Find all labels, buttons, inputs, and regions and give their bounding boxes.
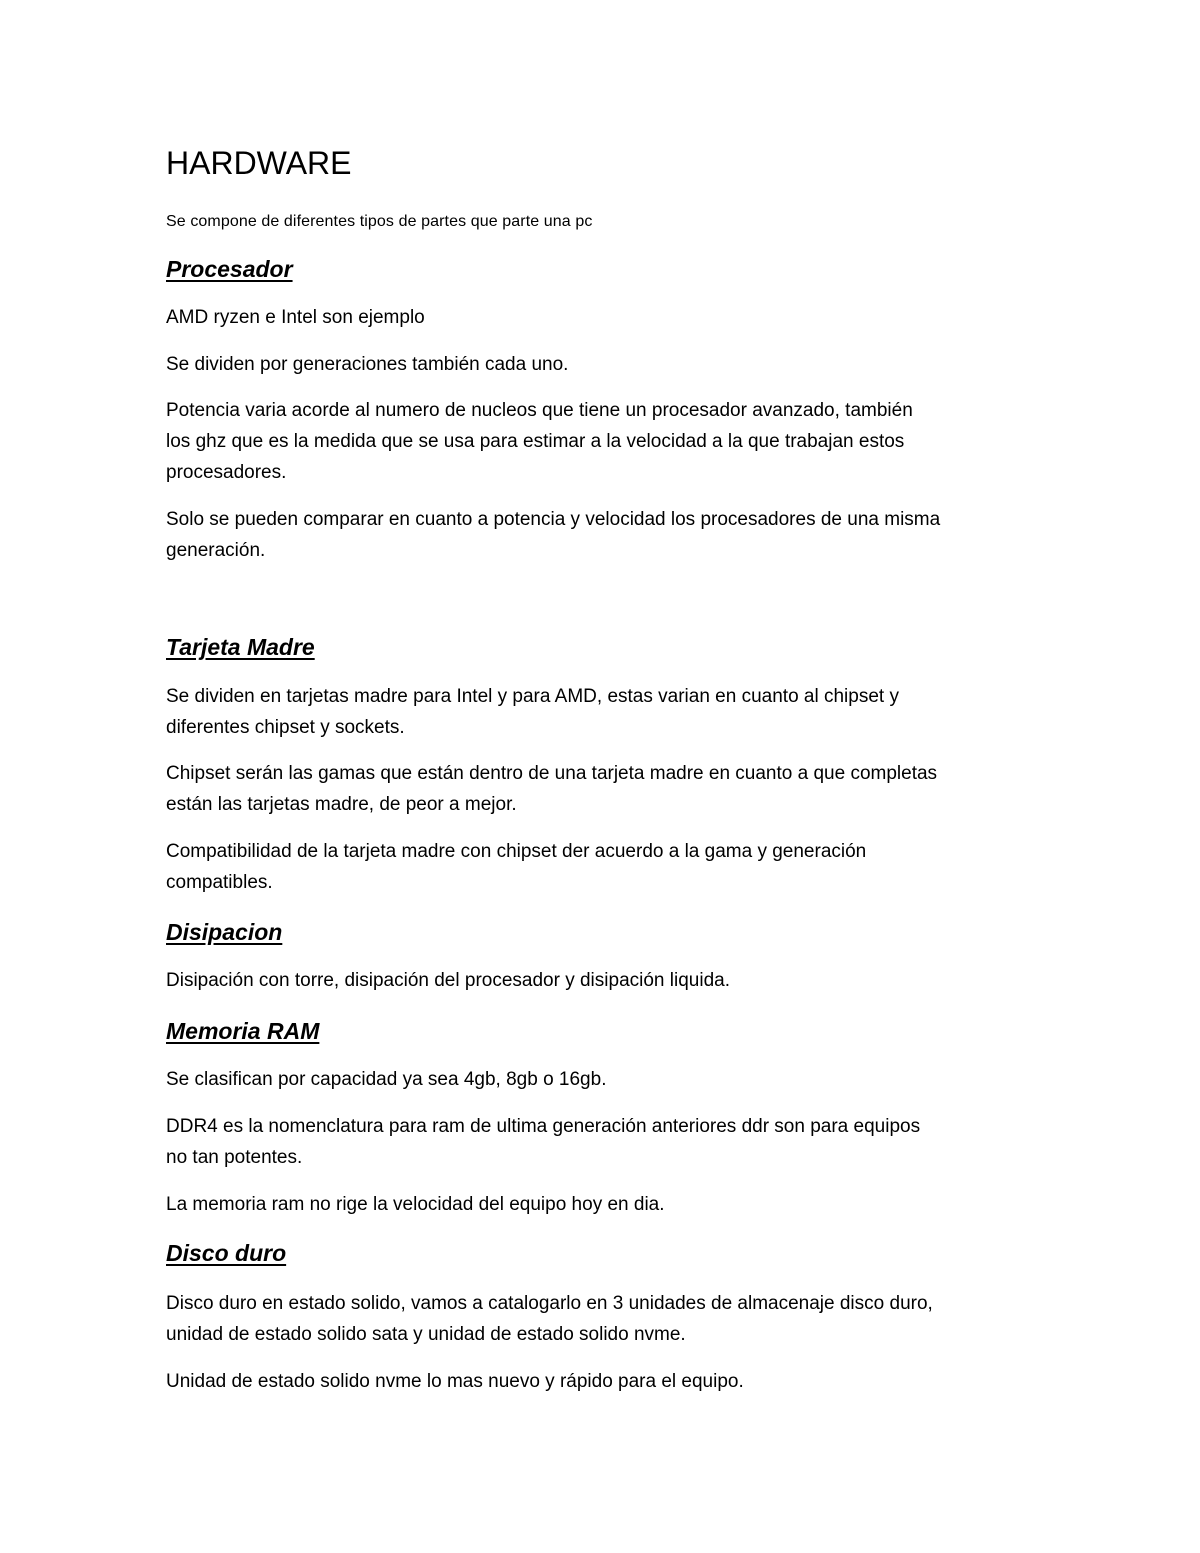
paragraph-line: unidad de estado solido sata y unidad de estado solido nvme.: [166, 1324, 686, 1345]
paragraph-line: no tan potentes.: [166, 1147, 303, 1168]
paragraph-line: procesadores.: [166, 462, 287, 483]
document-subtitle: Se compone de diferentes tipos de partes que parte una pc: [166, 213, 593, 230]
section-heading-memoria-ram: Memoria RAM: [166, 1018, 320, 1044]
paragraph-line: Se dividen en tarjetas madre para Intel y para AMD, estas varian en cuanto al chipset y: [166, 686, 899, 707]
paragraph-line: los ghz que es la medida que se usa para estimar a la velocidad a la que trabajan estos: [166, 431, 905, 452]
document-title: HARDWARE: [166, 145, 352, 181]
paragraph-line: DDR4 es la nomenclatura para ram de ultima generación anteriores ddr son para equipos: [166, 1116, 921, 1137]
paragraph-line: Compatibilidad de la tarjeta madre con chipset der acuerdo a la gama y generación: [166, 841, 867, 862]
paragraph-line: La memoria ram no rige la velocidad del equipo hoy en dia.: [166, 1194, 665, 1215]
paragraph-line: Chipset serán las gamas que están dentro de una tarjeta madre en cuanto a que completas: [166, 763, 938, 784]
paragraph: [166, 302, 1046, 333]
section-heading-disipacion: Disipacion: [166, 919, 283, 945]
paragraph: [166, 504, 1046, 566]
paragraph: [166, 1111, 1046, 1173]
paragraph: [166, 1064, 1046, 1095]
paragraph: [166, 836, 1046, 898]
paragraph-line: AMD ryzen e Intel son ejemplo: [166, 307, 425, 328]
paragraph: [166, 1288, 1046, 1350]
paragraph-line: diferentes chipset y sockets.: [166, 717, 405, 738]
section-heading-tarjeta-madre: Tarjeta Madre: [166, 634, 315, 660]
paragraph-line: están las tarjetas madre, de peor a mejor.: [166, 794, 517, 815]
section-heading-procesador: Procesador: [166, 256, 293, 282]
paragraph-line: Disipación con torre, disipación del procesador y disipación liquida.: [166, 970, 730, 991]
paragraph: [166, 681, 1046, 743]
paragraph: [166, 1189, 1046, 1220]
paragraph: [166, 395, 1046, 488]
paragraph: [166, 965, 1046, 996]
paragraph-line: Se dividen por generaciones también cada uno.: [166, 354, 569, 375]
paragraph: [166, 349, 1046, 380]
paragraph-line: generación.: [166, 540, 266, 561]
section-heading-disco-duro: Disco duro: [166, 1240, 287, 1266]
paragraph: [166, 1366, 1046, 1397]
paragraph-line: Potencia varia acorde al numero de nucleos que tiene un procesador avanzado, también: [166, 400, 913, 421]
paragraph-line: Disco duro en estado solido, vamos a catalogarlo en 3 unidades de almacenaje disco duro,: [166, 1293, 933, 1314]
paragraph-line: compatibles.: [166, 872, 273, 893]
paragraph: [166, 758, 1046, 820]
paragraph-line: Solo se pueden comparar en cuanto a potencia y velocidad los procesadores de una misma: [166, 509, 941, 530]
paragraph-line: Unidad de estado solido nvme lo mas nuevo y rápido para el equipo.: [166, 1371, 744, 1392]
paragraph-line: Se clasifican por capacidad ya sea 4gb, 8gb o 16gb.: [166, 1069, 607, 1090]
